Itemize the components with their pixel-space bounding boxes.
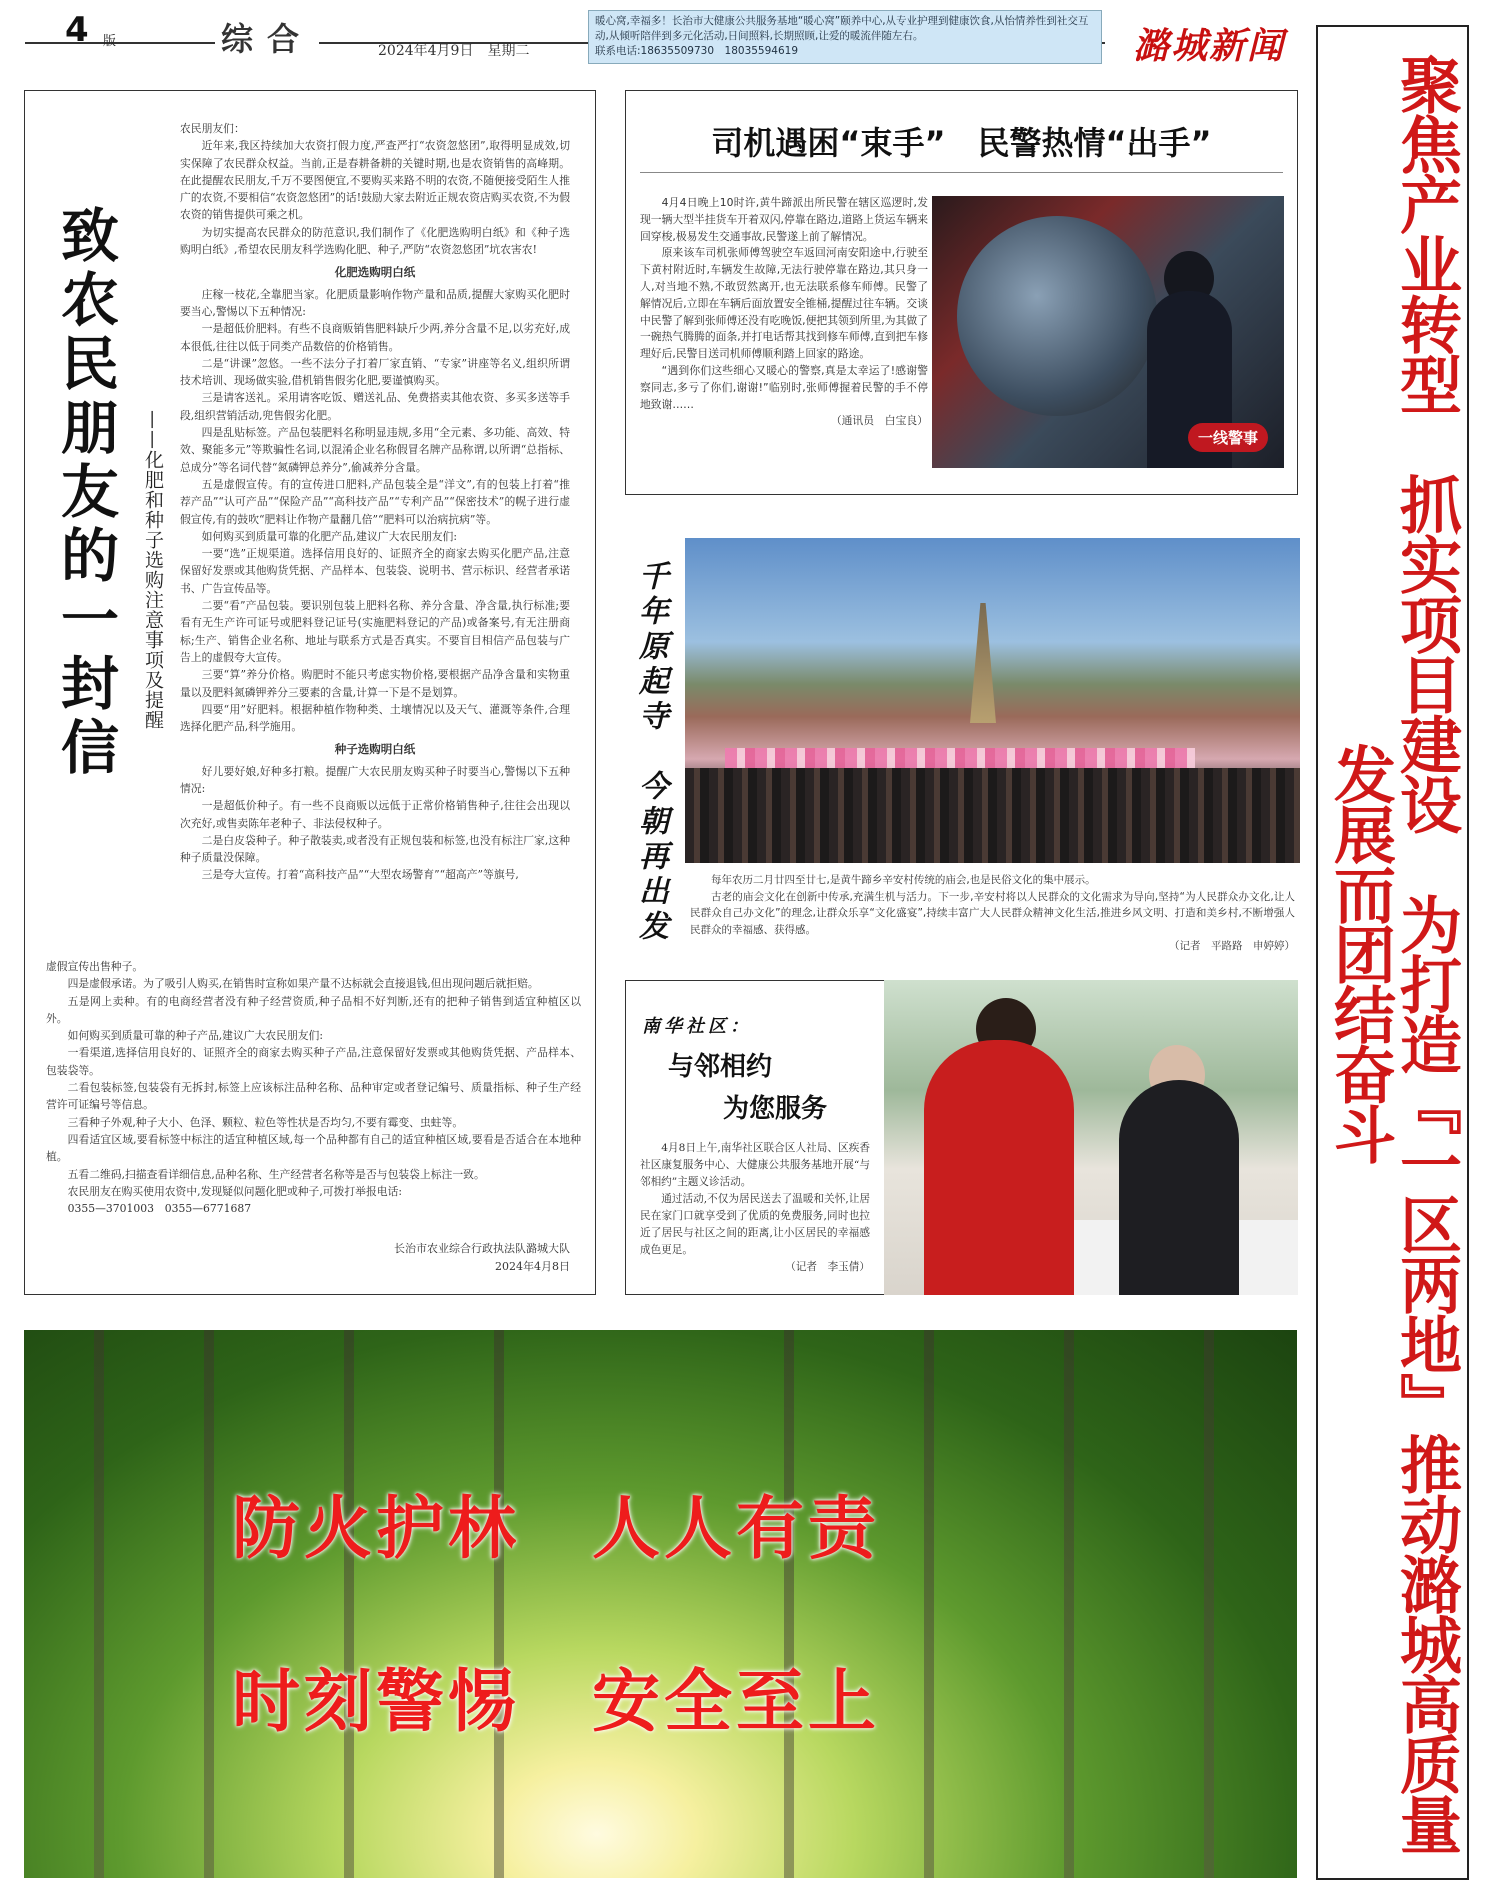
- fire-slogan-line-2: 时刻警惕 安全至上: [232, 1663, 881, 1742]
- police-credit: （通讯员 白宝良）: [830, 414, 928, 428]
- letter-paragraph: 如何购买到质量可靠的化肥产品,建议广大农民朋友们:: [201, 529, 457, 543]
- police-paragraph: 4月4日晚上10时许,黄牛蹄派出所民警在辖区巡逻时,发现一辆大型半挂货车开着双闪,停靠在路边,道路上货运车辆来回穿梭,极易发生交通事故,民警遂上前了解情况。: [640, 196, 928, 243]
- letter-paragraph: 二要“看”产品包装。要识别包装上肥料名称、养分含量、净含量,执行标准;要看有无生产许可证号或肥料登记证号(实施肥料登记的产品)或备案号,有无注册商标;生产、销售企业名称、地址与联系方式是否真实。不要盲目相信产品包装与广告上的虚假夸大宣传。: [180, 599, 570, 664]
- letter-paragraph: 好儿要好娘,好种多打粮。提醒广大农民朋友购买种子时要当心,警惕以下五种情况:: [180, 764, 570, 795]
- header-ad: [588, 10, 1102, 64]
- header-ad-contact: 联系电话:18635509730 18035594619: [595, 45, 799, 57]
- side-banner-title: 聚焦产业转型 抓实项目建设 为打造『一区两地』推动潞城高质量发展而团结奋斗: [1323, 53, 1463, 1853]
- letter-signature-block: [380, 1240, 570, 1276]
- resident-shape: [1119, 1080, 1239, 1295]
- volunteer-shape: [924, 1040, 1074, 1295]
- letter-body-continued: [46, 958, 581, 1217]
- letter-paragraph: 四是虚假承诺。为了吸引人购买,在销售时宣称如果产量不达标就会直接退钱,但出现问题后就拒赔。: [67, 977, 539, 991]
- letter-paragraph: 一是超低价种子。有一些不良商贩以远低于正常价格销售种子,往往会出现以次充好,或售卖陈年老种子、非法侵权种子。: [180, 799, 570, 830]
- community-headline-2: 为您服务: [723, 1094, 828, 1124]
- letter-paragraph: 二是“讲课”忽悠。一些不法分子打着厂家直销、“专家”讲座等名义,组织所谓技术培训、现场做实验,借机销售假劣化肥,要谨慎购买。: [180, 356, 570, 388]
- crowd-shape: [685, 768, 1300, 863]
- letter-paragraph: 三是请客送礼。采用请客吃饭、赠送礼品、免费搭卖其他农资、多买多送等手段,组织营销活动,兜售假劣化肥。: [180, 391, 570, 422]
- page-suffix: 版: [103, 34, 117, 49]
- tree-trunk: [204, 1330, 214, 1878]
- letter-paragraph: 三是夸大宣传。打着“高科技产品”“大型农场警育”“超高产”等旗号,: [201, 868, 519, 882]
- section-name: 综合: [215, 14, 319, 60]
- community-photo: [884, 980, 1298, 1295]
- community-headline-1: 与邻相约: [668, 1052, 773, 1082]
- seed-heading: 种子选购明白纸: [334, 742, 416, 757]
- letter-paragraph: 虚假宣传出售种子。: [46, 960, 144, 973]
- letter-signature: 长治市农业综合行政执法队潞城大队: [394, 1242, 570, 1255]
- letter-paragraph: 三要“算”养分价格。购肥时不能只考虑实物价格,要根据产品净含量和实物重量以及肥料氮磷钾养分三要素的含量,计算一下是不是划算。: [180, 668, 570, 699]
- temple-caption: [690, 872, 1295, 955]
- police-photo: [932, 196, 1284, 468]
- letter-paragraph: 庄稼一枝花,全靠肥当家。化肥质量影响作物产量和品质,提醒大家购买化肥时要当心,警惕以下五种情况:: [180, 287, 570, 318]
- letter-greeting: 农民朋友们：: [180, 122, 245, 135]
- letter-paragraph: 五是虚假宣传。有的宣传进口肥料,产品包装全是“洋文”,有的包装上打着“推荐产品”“认可产品”“保险产品”“高科技产品”“专利产品”“保密技术”的幌子进行虚假宣传,有的鼓吹“肥料让作物产量翻几倍”“肥料可以治病抗病”等。: [180, 477, 570, 526]
- letter-paragraph: 如何购买到质量可靠的种子产品,建议广大农民朋友们:: [67, 1029, 323, 1043]
- letter-subtitle: ——化肥和种子选购注意事项及提醒: [142, 410, 164, 730]
- hotline-numbers: 0355—3701003 0355—6771687: [67, 1202, 252, 1216]
- letter-paragraph: 二是白皮袋种子。种子散装卖,或者没有正规包装和标签,也没有标注厂家,这种种子质量没保障。: [180, 833, 570, 865]
- community-paragraph: 4月8日上午,南华社区联合区人社局、区疾香社区康复服务中心、大健康公共服务基地开展“与邻相约”主题义诊活动。: [640, 1142, 870, 1188]
- letter-body: [180, 120, 570, 884]
- letter-paragraph: 一看渠道,选择信用良好的、证照齐全的商家去购买种子产品,注意保留好发票或其他购货凭据、产品样本、包装袋等。: [46, 1046, 581, 1077]
- community-paragraph: 通过活动,不仅为居民送去了温暖和关怀,让居民在家门口就享受到了优质的免费服务,同时也拉近了居民与社区之间的距离,让小区居民的幸福感成色更足。: [640, 1193, 870, 1256]
- letter-paragraph: 四要“用”好肥料。根据种植作物种类、土壤情况以及天气、灌溉等条件,合理选择化肥产品,科学施用。: [180, 702, 570, 734]
- page-number: 4: [65, 10, 89, 50]
- masthead-logo: 潞城新闻: [1133, 25, 1286, 67]
- letter-paragraph: 二看包装标签,包装袋有无拆封,标签上应该标注品种名称、品种审定或者登记编号、质量指标、种子生产经营许可证编号等信息。: [46, 1081, 581, 1112]
- letter-paragraph: 近年来,我区持续加大农资打假力度,严查严打“农资忽悠团”,取得明显成效,切实保障了农民群众权益。当前,正是春耕备耕的关键时期,也是农资销售的高峰期。在此提醒农民朋友,千万不要图便宜,不要购买来路不明的农资,不随便接受陌生人推广的农资,不要相信“农资忽悠团”的话!鼓励大家去附近正规农资店购买农资,不为假农资的销售提供可乘之机。: [180, 139, 570, 222]
- pagoda-shape: [970, 603, 996, 723]
- tree-trunk: [1064, 1330, 1074, 1878]
- letter-paragraph: 农民朋友在购买使用农资中,发现疑似问题化肥或种子,可拨打举报电话:: [67, 1184, 402, 1198]
- fire-slogan-line-1: 防火护林 人人有责: [232, 1490, 881, 1569]
- police-paragraph: “遇到你们这些细心又暖心的警察,真是太幸运了!感谢警察同志,多亏了你们,谢谢!”临别时,张师傅握着民警的手不停地致谢……: [640, 363, 928, 411]
- tree-trunk: [1204, 1330, 1214, 1878]
- forest-banner-photo: [24, 1330, 1297, 1878]
- police-headline: 司机遇困“束手” 民警热情“出手”: [711, 124, 1212, 162]
- community-credit: （记者 李玉倩）: [785, 1261, 870, 1273]
- police-paragraph: 原来该车司机张师傅驾驶空车返回河南安阳途中,行驶至下黄村附近时,车辆发生故障,无法行驶停靠在路边,其只身一人,对当地不熟,不敢贸然离开,也无法联系修车师傅。民警了解情况后,立即在车辆后面放置安全锥桶,提醒过往车辆。交谈中民警了解到张师傅还没有吃晚饭,便把其领到所里,为其做了一碗热气腾腾的面条,并打电话帮其找到修车师傅,直到把车修理好后,民警目送司机师傅顺利踏上回家的路途。: [640, 246, 928, 361]
- tree-trunk: [494, 1330, 504, 1878]
- tree-trunk: [344, 1330, 354, 1878]
- fertilizer-heading: 化肥选购明白纸: [334, 265, 416, 280]
- tree-trunk: [924, 1330, 934, 1878]
- letter-date: 2024年4月8日: [495, 1260, 570, 1273]
- temple-headline: 千年原起寺 今朝再出发: [633, 560, 668, 945]
- police-photo-badge: 一线警事: [1188, 423, 1268, 452]
- letter-paragraph: 一是超低价肥料。有些不良商贩销售肥料缺斤少两,养分含量不足,以劣充好,成本很低,往往以低于同类产品数倍的价格销售。: [180, 322, 570, 353]
- truck-engine-shape: [957, 216, 1157, 416]
- letter-paragraph: 五看二维码,扫描查看详细信息,品种名称、生产经营者名称等是否与包装袋上标注一致。: [67, 1167, 485, 1181]
- community-body: [640, 1140, 870, 1276]
- police-divider: [640, 172, 1283, 173]
- letter-paragraph: 四是乱贴标签。产品包装肥料名称明显违规,多用“全元素、多功能、高效、特效、聚能多元”等欺骗性名词,以混淆企业名称假冒名牌产品称谓,以所谓“总指标、总成分”等名词代替“氮磷钾总养分”,偷减养分含量。: [180, 426, 570, 474]
- temple-paragraph: 每年农历二月廿四至廿七,是黄牛蹄乡辛安村传统的庙会,也是民俗文化的集中展示。: [711, 874, 1096, 886]
- letter-paragraph: 一要“选”正规渠道。选择信用良好的、证照齐全的商家去购买化肥产品,注意保留好发票或其他购货凭据、产品样本、包装袋、说明书、营示标识、经营者承诺书、广告宣传品等。: [180, 547, 570, 595]
- tree-trunk: [784, 1330, 794, 1878]
- letter-paragraph: 三看种子外观,种子大小、色泽、颗粒、粒色等性状是否均匀,不要有霉变、虫蛀等。: [67, 1115, 464, 1129]
- issue-date: 2024年4月9日 星期二: [378, 43, 530, 59]
- police-body: [640, 195, 928, 430]
- letter-title: 致农民朋友的一封信: [51, 205, 119, 781]
- letter-paragraph: 五是网上卖种。有的电商经营者没有种子经营资质,种子品相不好判断,还有的把种子销售到适宜种植区以外。: [46, 994, 581, 1025]
- tree-trunk: [94, 1330, 104, 1878]
- header-ad-text: 暖心窝,幸福多！长治市大健康公共服务基地“暖心窝”颐养中心,从专业护理到健康饮食,从怡情养性到社交互动,从倾听陪伴到多元化活动,日间照料,长期照顾,让爱的暖流伴随左右。: [595, 15, 1089, 42]
- letter-paragraph: 为切实提高农民群众的防范意识,我们制作了《化肥选购明白纸》和《种子选购明白纸》,希望农民朋友科学选购化肥、种子,严防“农资忽悠团”坑农害农!: [180, 225, 570, 257]
- temple-paragraph: 古老的庙会文化在创新中传承,充满生机与活力。下一步,辛安村将以人民群众的文化需求为导向,坚持“为人民群众办文化,让人民群众自己办文化”的理念,让群众乐享“文化盛宴”,持续丰富广大人民群众精神文化生活,推进乡风文明、打造和美乡村,不断增强人民群众的幸福感、获得感。: [690, 890, 1295, 936]
- letter-paragraph: 四看适宜区域,要看标签中标注的适宜种植区域,每一个品种都有自己的适宜种植区域,要看是否适合在本地种植。: [46, 1132, 581, 1164]
- temple-festival-photo: [685, 538, 1300, 863]
- temple-credit: （记者 平路路 申婷婷）: [1169, 940, 1295, 952]
- community-kicker: 南华社区：: [642, 1016, 752, 1037]
